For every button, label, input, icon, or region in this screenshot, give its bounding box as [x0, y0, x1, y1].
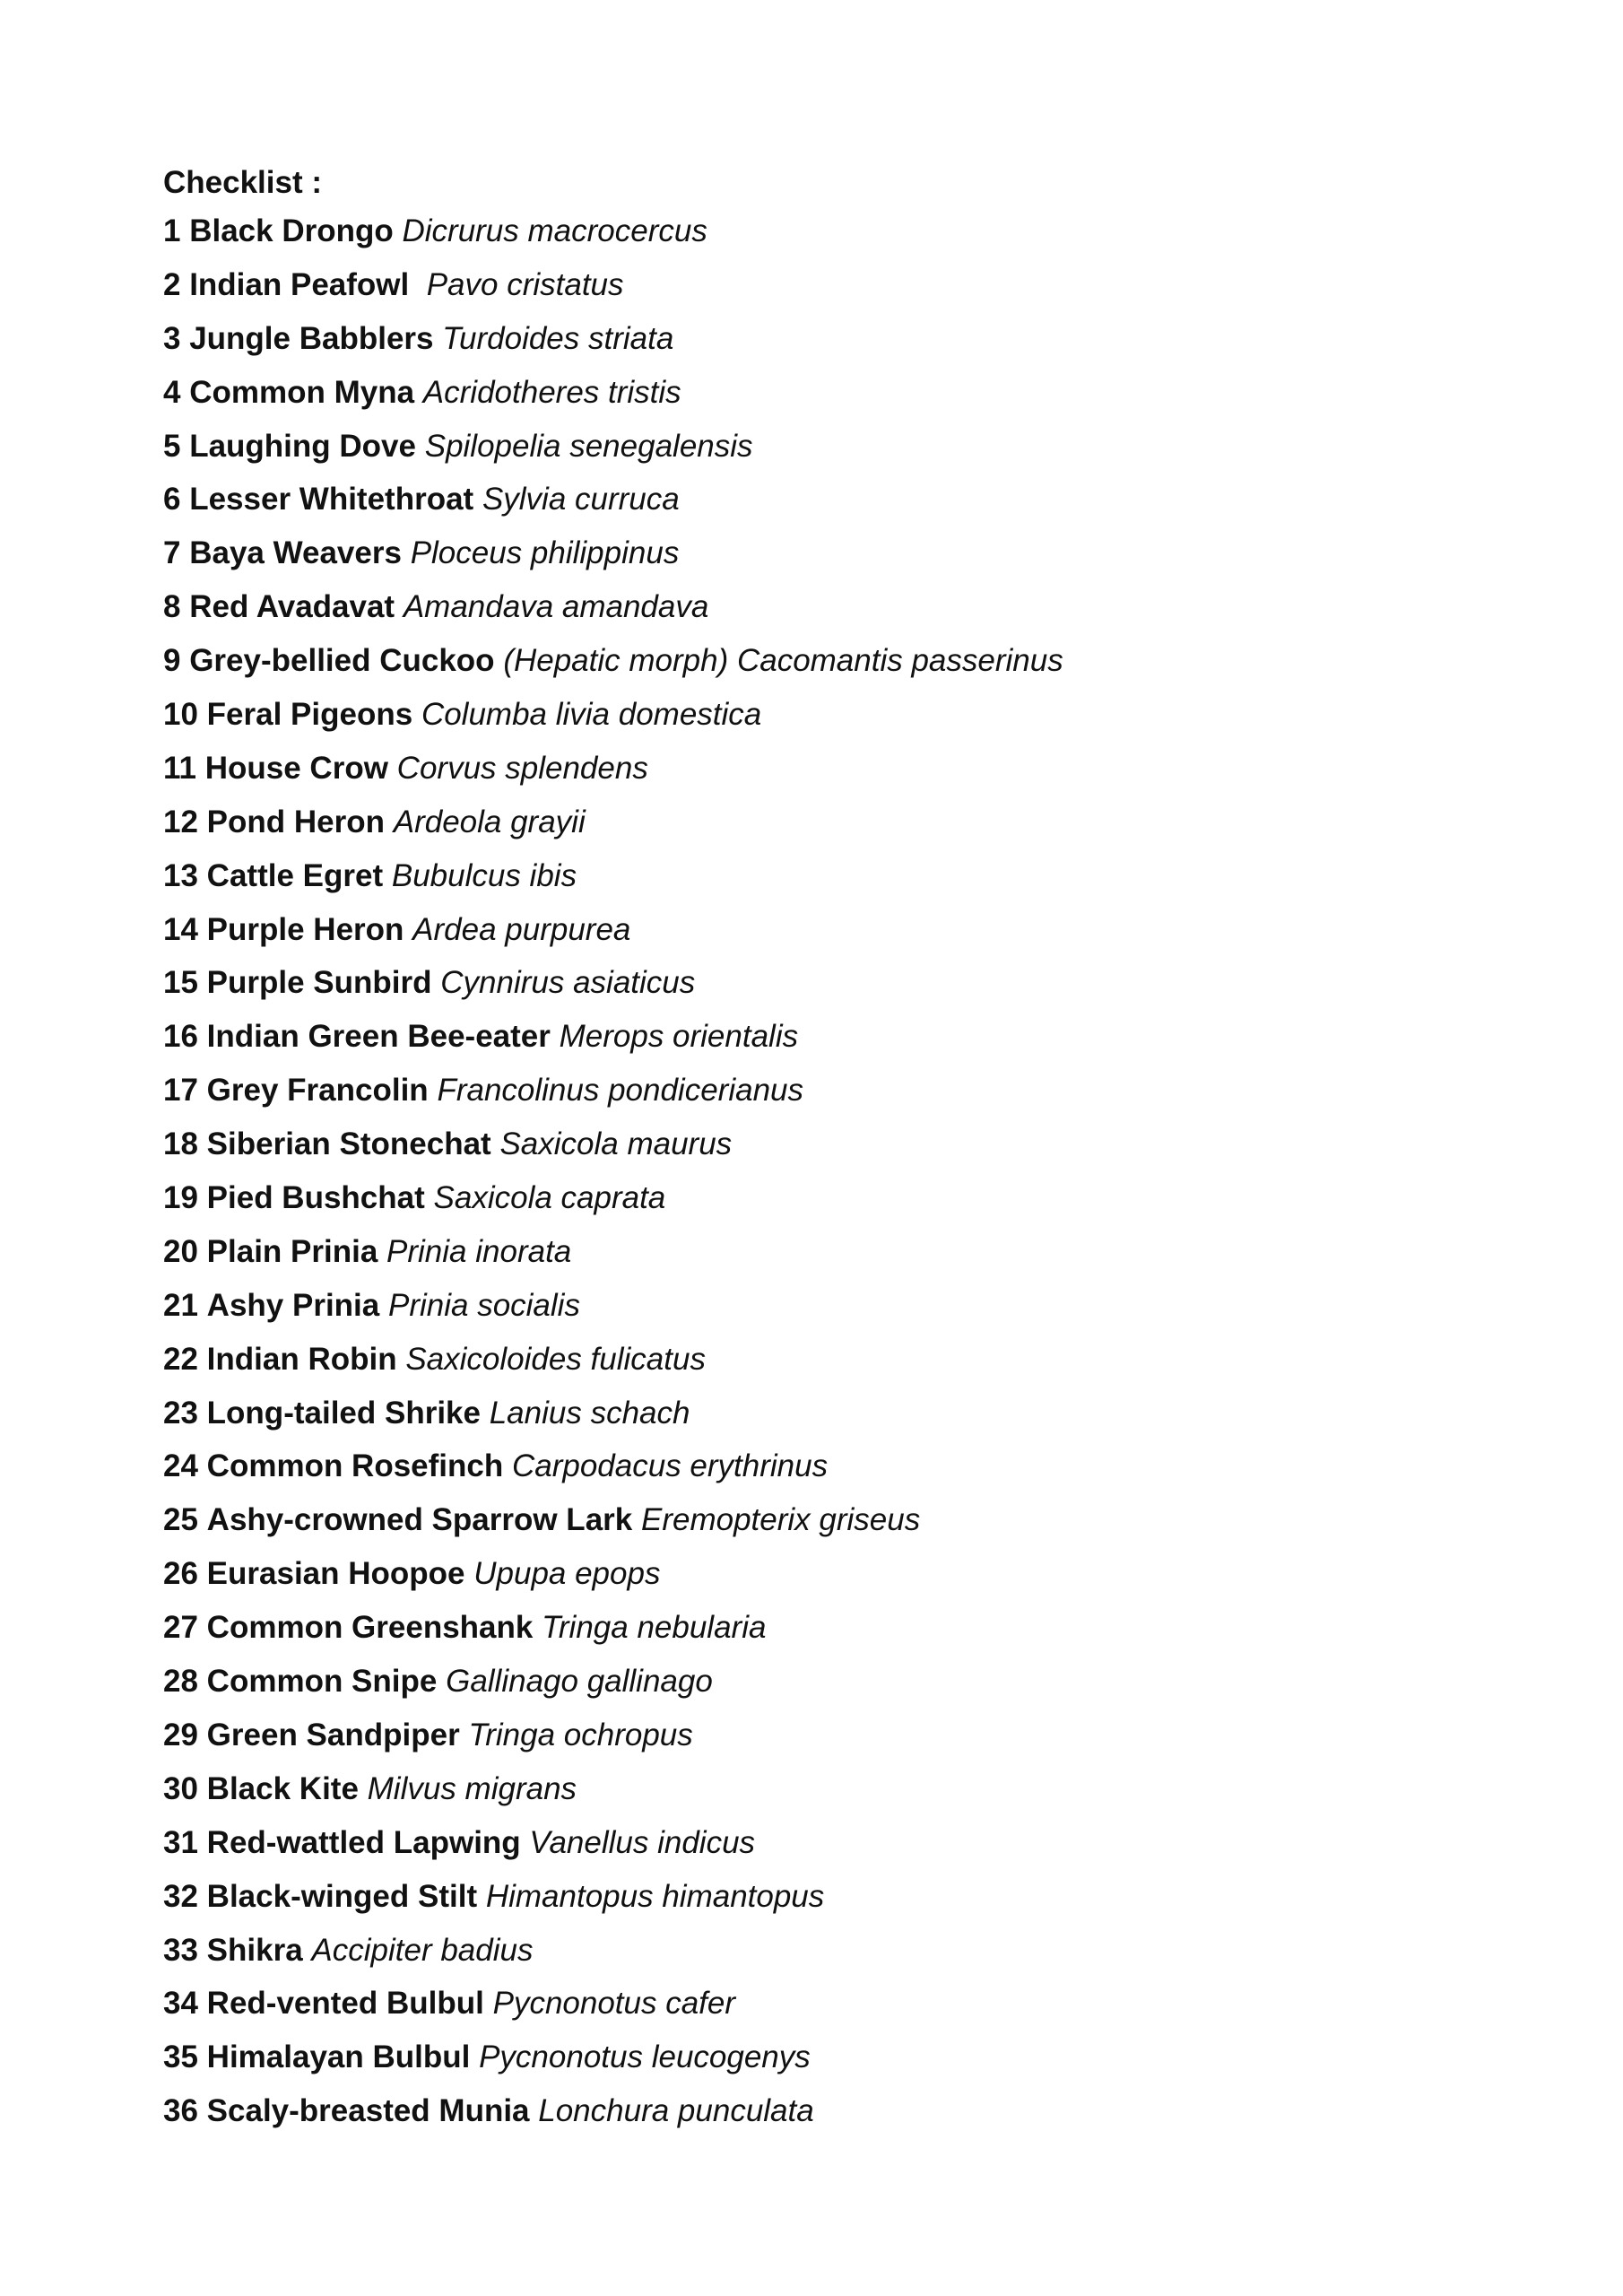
common-name: Pied Bushchat: [206, 1180, 425, 1216]
common-name: Long-tailed Shrike: [206, 1395, 481, 1431]
entry-number: 26: [163, 1556, 198, 1592]
common-name: Indian Green Bee-eater: [206, 1019, 551, 1055]
species-checklist: [163, 209, 1063, 2143]
checklist-entry: [163, 1981, 1063, 2035]
entry-number: 13: [163, 857, 198, 893]
checklist-entry: [163, 1498, 1063, 1552]
entry-number: 1: [163, 213, 181, 248]
entry-number: 33: [163, 1932, 198, 1968]
scientific-name: Milvus migrans: [367, 1770, 577, 1806]
checklist-entry: [163, 1874, 1063, 1928]
entry-number: 6: [163, 482, 181, 517]
checklist-entry: [163, 531, 1063, 585]
entry-number: 12: [163, 804, 198, 839]
entry-number: 21: [163, 1287, 198, 1323]
common-name: Lesser Whitethroat: [189, 482, 474, 517]
scientific-name: Ardea purpurea: [412, 911, 631, 947]
common-name: Ashy-crowned Sparrow Lark: [206, 1502, 633, 1538]
scientific-name: Ardeola grayii: [393, 804, 586, 839]
entry-number: 32: [163, 1878, 198, 1914]
checklist-entry: [163, 317, 1063, 370]
scientific-name: Acridotheres tristis: [422, 374, 681, 410]
scientific-name: Himantopus himantopus: [485, 1878, 825, 1914]
entry-number: 24: [163, 1448, 198, 1484]
scientific-name: Columba livia domestica: [421, 697, 762, 733]
common-name: Black Drongo: [189, 213, 394, 248]
checklist-entry: [163, 692, 1063, 746]
entry-number: 18: [163, 1126, 198, 1162]
scientific-name: Tringa nebularia: [542, 1610, 767, 1646]
entry-number: 22: [163, 1341, 198, 1377]
scientific-name: Tringa ochropus: [468, 1717, 693, 1752]
checklist-entry: [163, 1444, 1063, 1498]
scientific-name: Saxicola maurus: [499, 1126, 733, 1162]
checklist-entry: [163, 1605, 1063, 1659]
scientific-name: Pycnonotus cafer: [492, 1986, 736, 2022]
checklist-entry: [163, 746, 1063, 800]
common-name: Purple Heron: [206, 911, 404, 947]
checklist-entry: [163, 1659, 1063, 1713]
scientific-name: (Hepatic morph) Cacomantis passerinus: [503, 643, 1063, 679]
scientific-name: Spilopelia senegalensis: [424, 428, 753, 464]
common-name: Red-vented Bulbul: [206, 1986, 484, 2022]
scientific-name: Sylvia curruca: [482, 482, 680, 517]
checklist-entry: [163, 1767, 1063, 1821]
common-name: Grey Francolin: [206, 1073, 429, 1109]
entry-number: 4: [163, 374, 181, 410]
checklist-entry: [163, 263, 1063, 317]
entry-number: 2: [163, 266, 181, 302]
common-name: Himalayan Bulbul: [206, 2039, 471, 2075]
entry-number: 25: [163, 1502, 198, 1538]
checklist-entry: [163, 1928, 1063, 1982]
checklist-entry: [163, 370, 1063, 424]
entry-number: 27: [163, 1610, 198, 1646]
entry-number: 30: [163, 1770, 198, 1806]
checklist-entry: [163, 424, 1063, 478]
entry-number: 9: [163, 643, 181, 679]
checklist-entry: [163, 854, 1063, 908]
entry-number: 36: [163, 2093, 198, 2129]
scientific-name: Pycnonotus leucogenys: [479, 2039, 811, 2075]
entry-number: 7: [163, 535, 181, 571]
scientific-name: Francolinus pondicerianus: [437, 1073, 804, 1109]
checklist-entry: [163, 961, 1063, 1014]
common-name: Common Snipe: [206, 1664, 438, 1700]
common-name: House Crow: [204, 750, 388, 786]
scientific-name: Merops orientalis: [559, 1019, 799, 1055]
common-name: Jungle Babblers: [189, 320, 434, 356]
checklist-entry: [163, 800, 1063, 854]
scientific-name: Gallinago gallinago: [446, 1664, 713, 1700]
scientific-name: Ploceus philippinus: [410, 535, 680, 571]
checklist-heading: Checklist :: [163, 165, 322, 200]
checklist-entry: [163, 639, 1063, 692]
common-name: Black-winged Stilt: [206, 1878, 478, 1914]
checklist-entry: [163, 908, 1063, 961]
common-name: Eurasian Hoopoe: [206, 1556, 465, 1592]
common-name: Feral Pigeons: [206, 697, 413, 733]
entry-number: 14: [163, 911, 198, 947]
scientific-name: Cynnirus asiaticus: [440, 965, 696, 1001]
entry-number: 35: [163, 2039, 198, 2075]
entry-number: 31: [163, 1824, 198, 1860]
common-name: Common Greenshank: [206, 1610, 534, 1646]
checklist-entry: [163, 1176, 1063, 1230]
checklist-entry: [163, 1068, 1063, 1122]
common-name: Indian Peafowl: [189, 266, 410, 302]
entry-number: 28: [163, 1664, 198, 1700]
common-name: Laughing Dove: [189, 428, 416, 464]
checklist-entry: [163, 1552, 1063, 1605]
scientific-name: Prinia socialis: [387, 1287, 580, 1323]
common-name: Purple Sunbird: [206, 965, 432, 1001]
scientific-name: Amandava amandava: [403, 589, 709, 625]
scientific-name: Lonchura punculata: [538, 2093, 814, 2129]
entry-number: 17: [163, 1073, 198, 1109]
scientific-name: Saxicola caprata: [433, 1180, 666, 1216]
scientific-name: Accipiter badius: [311, 1932, 534, 1968]
common-name: Baya Weavers: [189, 535, 402, 571]
entry-number: 20: [163, 1233, 198, 1269]
checklist-entry: [163, 1821, 1063, 1874]
scientific-name: Corvus splendens: [396, 750, 648, 786]
common-name: Ashy Prinia: [206, 1287, 380, 1323]
checklist-entry: [163, 1283, 1063, 1337]
common-name: Red-wattled Lapwing: [206, 1824, 521, 1860]
checklist-entry: [163, 209, 1063, 263]
scientific-name: Turdoides striata: [442, 320, 674, 356]
entry-number: 29: [163, 1717, 198, 1752]
entry-number: 15: [163, 965, 198, 1001]
checklist-entry: [163, 2035, 1063, 2089]
checklist-entry: [163, 585, 1063, 639]
common-name: Indian Robin: [206, 1341, 397, 1377]
common-name: Common Myna: [189, 374, 415, 410]
scientific-name: Prinia inorata: [386, 1233, 572, 1269]
scientific-name: Pavo cristatus: [417, 266, 624, 302]
scientific-name: Upupa epops: [473, 1556, 661, 1592]
common-name: Plain Prinia: [206, 1233, 378, 1269]
common-name: Pond Heron: [206, 804, 385, 839]
common-name: Shikra: [206, 1932, 303, 1968]
checklist-entry: [163, 1337, 1063, 1391]
entry-number: 16: [163, 1019, 198, 1055]
common-name: Green Sandpiper: [206, 1717, 460, 1752]
checklist-entry: [163, 1014, 1063, 1068]
entry-number: 3: [163, 320, 181, 356]
scientific-name: Bubulcus ibis: [391, 857, 577, 893]
entry-number: 11: [163, 750, 196, 786]
checklist-entry: [163, 477, 1063, 531]
entry-number: 19: [163, 1180, 198, 1216]
common-name: Black Kite: [206, 1770, 359, 1806]
scientific-name: Dicrurus macrocercus: [402, 213, 707, 248]
common-name: Common Rosefinch: [206, 1448, 504, 1484]
checklist-entry: [163, 2089, 1063, 2143]
common-name: Siberian Stonechat: [206, 1126, 491, 1162]
scientific-name: Lanius schach: [489, 1395, 690, 1431]
entry-number: 23: [163, 1395, 198, 1431]
checklist-entry: [163, 1230, 1063, 1283]
common-name: Grey-bellied Cuckoo: [189, 643, 495, 679]
checklist-entry: [163, 1713, 1063, 1767]
scientific-name: Vanellus indicus: [529, 1824, 756, 1860]
entry-number: 10: [163, 697, 198, 733]
common-name: Red Avadavat: [189, 589, 395, 625]
checklist-entry: [163, 1122, 1063, 1176]
common-name: Scaly-breasted Munia: [206, 2093, 530, 2129]
entry-number: 34: [163, 1986, 198, 2022]
scientific-name: Eremopterix griseus: [640, 1502, 921, 1538]
checklist-entry: [163, 1391, 1063, 1445]
entry-number: 5: [163, 428, 181, 464]
scientific-name: Carpodacus erythrinus: [511, 1448, 829, 1484]
scientific-name: Saxicoloides fulicatus: [405, 1341, 706, 1377]
entry-number: 8: [163, 589, 181, 625]
common-name: Cattle Egret: [206, 857, 384, 893]
